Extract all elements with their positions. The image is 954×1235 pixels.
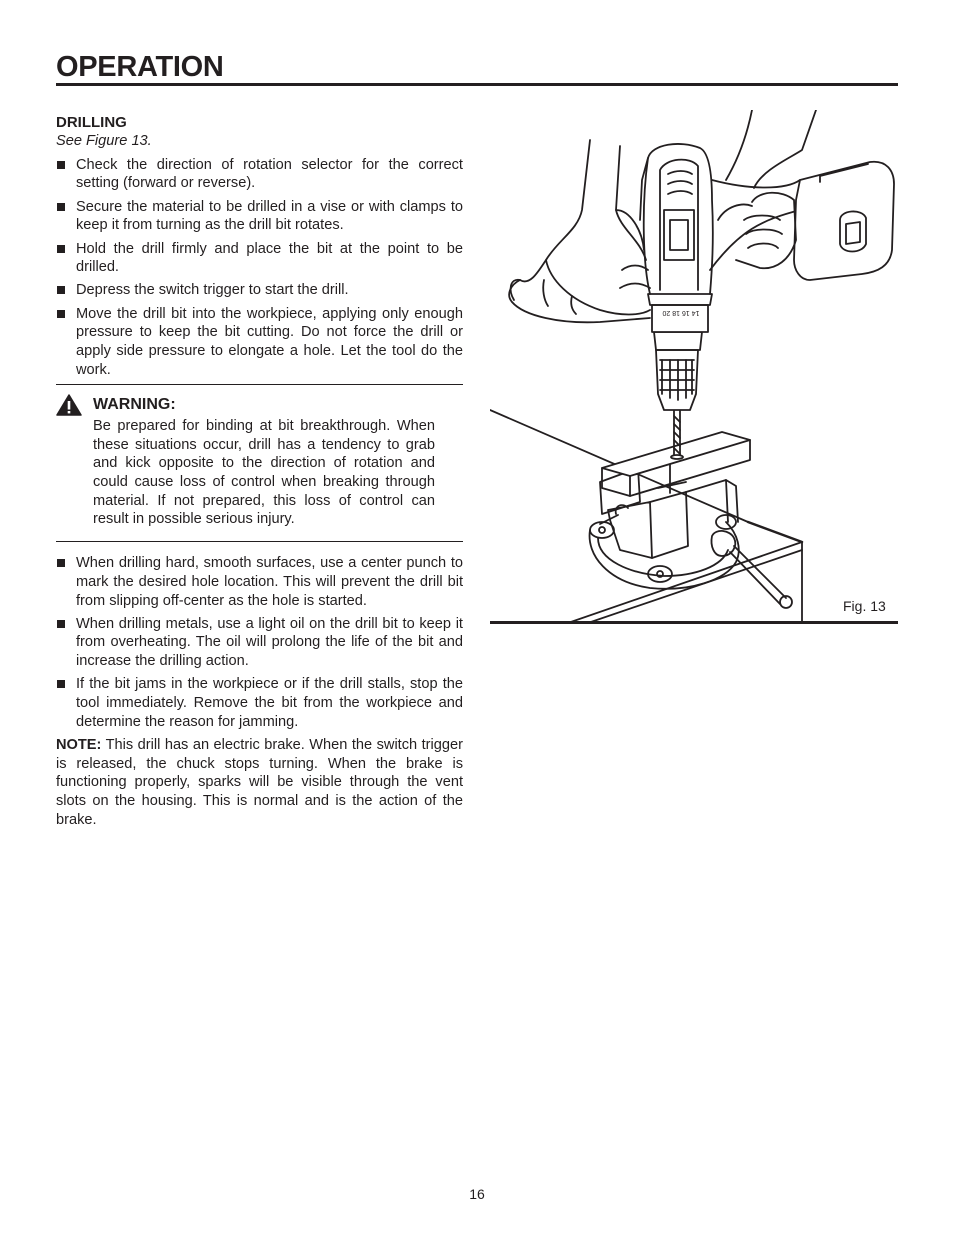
drill-vise-illustration [490, 110, 898, 624]
battery-pack-illustration [794, 162, 894, 280]
warning-text: Be prepared for binding at bit breakthrough. When these situations occur, drill has a tendency to grab and kick opposite to the direction of rotation and could cause loss of control when breaking through material. If not prepared, this loss of control can result in possible serious injury. [93, 417, 435, 528]
title-rule [56, 83, 898, 86]
page-number: 16 [469, 1186, 485, 1202]
bullet-square-icon [57, 161, 65, 169]
warning-label: WARNING: [93, 395, 176, 413]
bullet-square-icon [57, 245, 65, 253]
warning-heading [56, 394, 463, 416]
workbench-illustration [490, 410, 802, 624]
instruction-list-continued [56, 554, 463, 731]
clutch-setting-label: 14 16 18 20 [662, 309, 700, 316]
arm-illustration [509, 140, 650, 322]
figure-reference: See Figure 13. [56, 133, 152, 149]
bullet-square-icon [57, 680, 65, 688]
bullet-square-icon [57, 620, 65, 628]
warning-box [56, 384, 463, 542]
page-title: OPERATION [56, 51, 224, 83]
figure-rule [490, 621, 898, 624]
list-item: Depress the switch trigger to start the drill. [56, 281, 463, 300]
drilling-section [56, 113, 463, 830]
list-item: Check the direction of rotation selector for the correct setting (forward or reverse). [56, 156, 463, 193]
bench-vise-illustration [590, 460, 792, 608]
instruction-list [56, 156, 463, 380]
list-item: Hold the drill firmly and place the bit at the point to be drilled. [56, 240, 463, 277]
bullet-square-icon [57, 310, 65, 318]
warning-triangle-icon [56, 394, 82, 416]
list-item: When drilling metals, use a light oil on the drill bit to keep it from overheating. The oil will prolong the life of the bit and increase the drilling action. [56, 615, 463, 671]
list-item: Secure the material to be drilled in a vise or with clamps to keep it from turning as the drill bit rotates. [56, 198, 463, 235]
bullet-square-icon [57, 559, 65, 567]
list-item: If the bit jams in the workpiece or if the drill stalls, stop the tool immediately. Remove the bit from the workpiece and determine the reason for jamming. [56, 675, 463, 731]
bullet-square-icon [57, 203, 65, 211]
note-paragraph [56, 736, 463, 830]
bullet-square-icon [57, 286, 65, 294]
list-item: When drilling hard, smooth surfaces, use a center punch to mark the desired hole location. This will prevent the drill bit from slipping off-center as the hole is started. [56, 554, 463, 610]
section-heading: DRILLING [56, 114, 127, 131]
list-item: Move the drill bit into the workpiece, applying only enough pressure to keep the bit cutting. Do not force the drill or apply side pressure to elongate a hole. Let the tool do the work. [56, 305, 463, 380]
figure-caption: Fig. 13 [843, 598, 886, 614]
note-text: This drill has an electric brake. When the switch trigger is released, the chuck stops turning. When the brake is functioning properly, sparks will be visible through the vent slots on the housing. This is normal and is the action of the brake. [56, 736, 463, 828]
note-label: NOTE: [56, 736, 102, 753]
